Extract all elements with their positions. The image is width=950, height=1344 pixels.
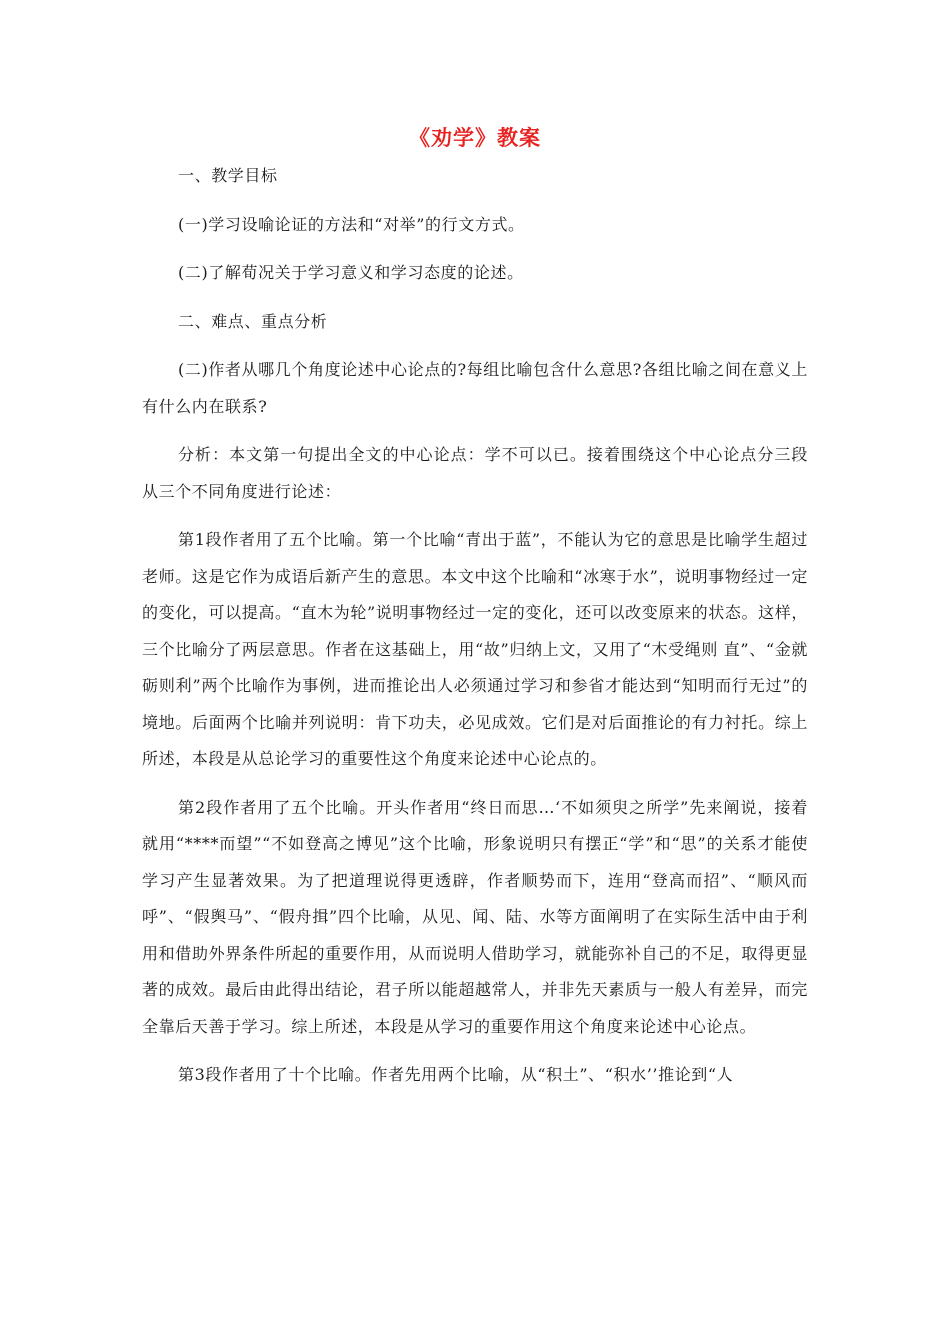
body-paragraph-1: 第1段作者用了五个比喻。第一个比喻“青出于蓝”，不能认为它的意思是比喻学生超过老师。这是它作为成语后新产生的意思。本文中这个比喻和“冰寒于水”，说明事物经过一定的变化，可以提高。“直木为轮”说明事物经过一定的变化，还可以改变原来的状态。这样，三个比喻分了两层意思。作者在这基础上，用“故”归纳上文，又用了“木受绳则 直”、“金就砺则利”两个比喻作为事例，进而推论出人必须通过学习和参省才能达到“知明而行无过”的境地。后面两个比喻并列说明：肯下功夫，必见成效。它们是对后面推论的有力衬托。综上所述，本段是从总论学习的重要性这个角度来论述中心论点的。	[142, 530, 808, 768]
question-paragraph: (二)作者从哪几个角度论述中心论点的?每组比喻包含什么意思?各组比喻之间在意义上有什么内在联系?	[142, 360, 808, 416]
section-heading-objectives: 一、教学目标	[178, 166, 278, 185]
body-paragraph-2: 第2段作者用了五个比喻。开头作者用“终日而思…‘不如须臾之所学”先来阐说，接着就用“****而望”“不如登高之博见”这个比喻，形象说明只有摆正“学”和“思”的关系才能使学习产生显著效果。为了把道理说得更透辟，作者顺势而下，连用“登高而招”、“顺风而呼”、“假舆马”、“假舟揖”四个比喻，从见、闻、陆、水等方面阐明了在实际生活中由于利用和借助外界条件所起的重要作用，从而说明人借助学习，就能弥补自己的不足，取得更显著的成效。最后由此得出结论，君子所以能超越常人，并非先天素质与一般人有差异，而完全靠后天善于学习。综上所述，本段是从学习的重要作用这个角度来论述中心论点。	[142, 797, 808, 1036]
objective-item-2: (二)了解荀况关于学习意义和学习态度的论述。	[178, 263, 524, 282]
section-heading-key-points: 二、难点、重点分析	[178, 311, 328, 331]
objective-item-1: (一)学习设喻论证的方法和“对举”的行文方式。	[178, 214, 525, 234]
analysis-paragraph: 分析：本文第一句提出全文的中心论点：学不可以已。接着围绕这个中心论点分三段从三个不同角度进行论述：	[142, 445, 808, 501]
document-body	[142, 158, 808, 1106]
body-paragraph-3: 第3段作者用了十个比喻。作者先用两个比喻，从“积土”、“积水’’推论到“人	[178, 1065, 734, 1084]
document-title: 《劝学》教案	[409, 125, 541, 150]
